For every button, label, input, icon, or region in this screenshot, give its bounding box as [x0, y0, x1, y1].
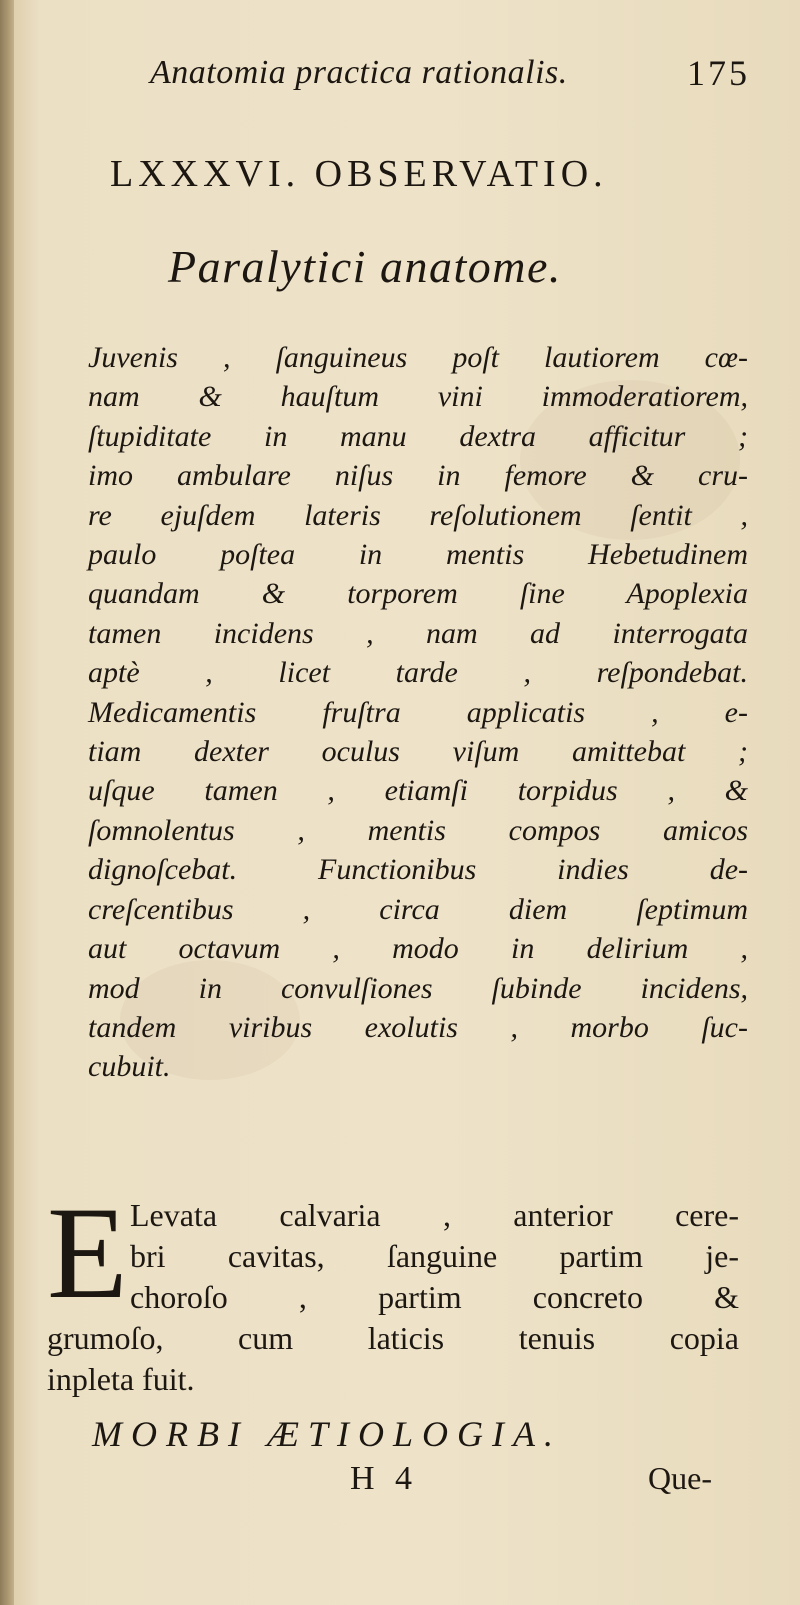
text-line: Levata calvaria , anterior cere-	[130, 1197, 739, 1233]
text-line: tamen incidens , nam ad interrogata	[88, 616, 748, 650]
page-number: 175	[687, 53, 750, 93]
signature-mark: H 4	[350, 1460, 419, 1497]
text-line: ſomnolentus , mentis compos amicos	[88, 813, 748, 847]
observation-subtitle: Paralytici anatome.	[168, 241, 562, 292]
text-line: cubuit.	[88, 1050, 171, 1084]
case-history-paragraph	[88, 338, 748, 1087]
text-line: aut octavum , modo in delirium ,	[88, 932, 748, 966]
text-line: aptè , licet tarde , reſpondebat.	[88, 656, 748, 690]
text-line: ſtupiditate in manu dextra afficitur ;	[88, 419, 748, 453]
text-line: mod in convulſiones ſubinde incidens,	[88, 971, 748, 1005]
text-line: dignoſcebat. Functionibus indies de-	[88, 853, 748, 887]
text-line: choroſo , partim concreto &	[130, 1279, 739, 1315]
running-head-title: Anatomia practica rationalis.	[150, 54, 568, 91]
text-line: re ejuſdem lateris reſolutionem ſentit ,	[88, 498, 748, 532]
text-line: nam & hauſtum vini immoderatiorem,	[88, 380, 748, 414]
anatomy-paragraph	[47, 1179, 739, 1400]
text-line: bri cavitas, ſanguine partim je-	[130, 1238, 739, 1274]
text-line: uſque tamen , etiamſi torpidus , &	[88, 774, 748, 808]
text-line: paulo poſtea in mentis Hebetudinem	[88, 538, 748, 572]
text-line: tandem viribus exolutis , morbo ſuc-	[88, 1010, 748, 1044]
text-line: inpleta fuit.	[47, 1361, 195, 1397]
text-line: creſcentibus , circa diem ſeptimum	[88, 892, 748, 926]
text-line: Juvenis , ſanguineus poſt lautiorem cœ-	[88, 341, 748, 374]
catchword: Que-	[648, 1460, 712, 1496]
page-gutter	[0, 0, 14, 1605]
drop-cap: E	[47, 1179, 128, 1326]
text-line: tiam dexter oculus viſum amittebat ;	[88, 735, 748, 769]
text-line: Medicamentis fruſtra applicatis , e-	[88, 695, 748, 729]
section-title: MORBI ÆTIOLOGIA.	[92, 1414, 562, 1454]
text-line: grumoſo, cum laticis tenuis copia	[47, 1320, 739, 1356]
text-line: quandam & torporem ſine Apoplexia	[88, 577, 748, 611]
text-line: imo ambulare niſus in femore & cru-	[88, 459, 748, 493]
running-head	[150, 48, 770, 98]
observation-heading: LXXXVI. OBSERVATIO.	[110, 153, 608, 195]
